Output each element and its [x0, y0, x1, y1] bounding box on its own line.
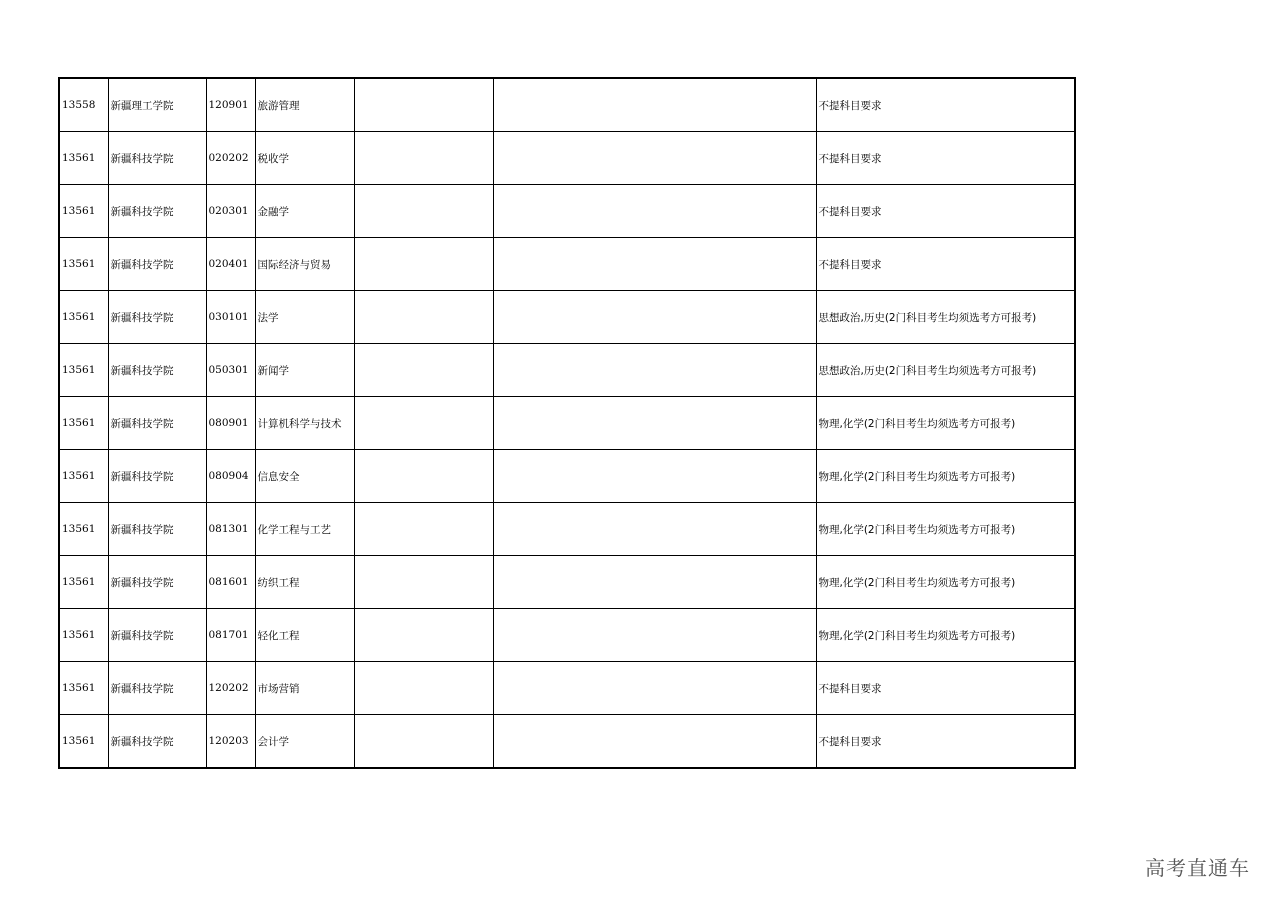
empty-cell [354, 662, 493, 715]
school-code-cell: 13558 [59, 78, 108, 132]
table-row [59, 78, 1075, 132]
table-row [59, 662, 1075, 715]
table-row [59, 503, 1075, 556]
school-code-cell: 13561 [59, 185, 108, 238]
major-name-cell: 税收学 [255, 132, 354, 185]
empty-cell [354, 503, 493, 556]
table-row [59, 132, 1075, 185]
major-code-cell: 020301 [206, 185, 255, 238]
school-name-cell: 新疆科技学院 [108, 556, 206, 609]
subject-requirement-cell: 思想政治,历史(2门科目考生均须选考方可报考) [816, 291, 1075, 344]
empty-cell [493, 132, 816, 185]
major-name-cell: 计算机科学与技术 [255, 397, 354, 450]
table-row [59, 344, 1075, 397]
school-code-cell: 13561 [59, 503, 108, 556]
empty-cell [493, 556, 816, 609]
empty-cell [493, 397, 816, 450]
empty-cell [493, 662, 816, 715]
table-row [59, 397, 1075, 450]
major-code-cell: 120202 [206, 662, 255, 715]
empty-cell [354, 344, 493, 397]
subject-requirement-cell: 物理,化学(2门科目考生均须选考方可报考) [816, 397, 1075, 450]
empty-cell [493, 450, 816, 503]
school-name-cell: 新疆科技学院 [108, 503, 206, 556]
empty-cell [354, 556, 493, 609]
major-code-cell: 081601 [206, 556, 255, 609]
subject-requirement-cell: 不提科目要求 [816, 132, 1075, 185]
subject-requirement-cell: 思想政治,历史(2门科目考生均须选考方可报考) [816, 344, 1075, 397]
subject-requirement-cell: 物理,化学(2门科目考生均须选考方可报考) [816, 609, 1075, 662]
table-row [59, 609, 1075, 662]
school-code-cell: 13561 [59, 291, 108, 344]
major-name-cell: 国际经济与贸易 [255, 238, 354, 291]
empty-cell [493, 291, 816, 344]
subject-requirement-cell: 物理,化学(2门科目考生均须选考方可报考) [816, 503, 1075, 556]
school-code-cell: 13561 [59, 662, 108, 715]
school-name-cell: 新疆科技学院 [108, 185, 206, 238]
school-name-cell: 新疆科技学院 [108, 344, 206, 397]
school-name-cell: 新疆科技学院 [108, 715, 206, 769]
major-code-cell: 080904 [206, 450, 255, 503]
major-code-cell: 020202 [206, 132, 255, 185]
major-name-cell: 法学 [255, 291, 354, 344]
table-row [59, 238, 1075, 291]
school-name-cell: 新疆理工学院 [108, 78, 206, 132]
major-code-cell: 080901 [206, 397, 255, 450]
subject-requirement-cell: 物理,化学(2门科目考生均须选考方可报考) [816, 450, 1075, 503]
empty-cell [354, 185, 493, 238]
empty-cell [354, 132, 493, 185]
empty-cell [493, 609, 816, 662]
major-code-cell: 081701 [206, 609, 255, 662]
school-code-cell: 13561 [59, 238, 108, 291]
subject-requirements-table [58, 77, 1076, 769]
school-name-cell: 新疆科技学院 [108, 132, 206, 185]
table-body [59, 78, 1075, 768]
empty-cell [493, 185, 816, 238]
watermark: 高考直通车 [1145, 856, 1250, 880]
school-name-cell: 新疆科技学院 [108, 238, 206, 291]
school-code-cell: 13561 [59, 609, 108, 662]
school-code-cell: 13561 [59, 715, 108, 769]
empty-cell [493, 503, 816, 556]
empty-cell [493, 715, 816, 769]
table-row [59, 556, 1075, 609]
empty-cell [493, 344, 816, 397]
major-name-cell: 金融学 [255, 185, 354, 238]
empty-cell [493, 78, 816, 132]
major-name-cell: 轻化工程 [255, 609, 354, 662]
major-name-cell: 信息安全 [255, 450, 354, 503]
school-code-cell: 13561 [59, 132, 108, 185]
school-name-cell: 新疆科技学院 [108, 609, 206, 662]
subject-requirement-cell: 不提科目要求 [816, 662, 1075, 715]
major-name-cell: 会计学 [255, 715, 354, 769]
table-row [59, 291, 1075, 344]
major-name-cell: 旅游管理 [255, 78, 354, 132]
subject-requirement-cell: 不提科目要求 [816, 78, 1075, 132]
empty-cell [354, 78, 493, 132]
empty-cell [354, 609, 493, 662]
major-code-cell: 120901 [206, 78, 255, 132]
school-name-cell: 新疆科技学院 [108, 662, 206, 715]
empty-cell [354, 291, 493, 344]
major-code-cell: 081301 [206, 503, 255, 556]
empty-cell [354, 397, 493, 450]
school-name-cell: 新疆科技学院 [108, 450, 206, 503]
major-name-cell: 市场营销 [255, 662, 354, 715]
table-row [59, 185, 1075, 238]
school-name-cell: 新疆科技学院 [108, 291, 206, 344]
empty-cell [354, 450, 493, 503]
empty-cell [354, 715, 493, 769]
subject-requirement-cell: 不提科目要求 [816, 238, 1075, 291]
table-row [59, 450, 1075, 503]
subject-requirement-cell: 不提科目要求 [816, 715, 1075, 769]
subject-requirement-cell: 不提科目要求 [816, 185, 1075, 238]
school-code-cell: 13561 [59, 450, 108, 503]
empty-cell [493, 238, 816, 291]
school-name-cell: 新疆科技学院 [108, 397, 206, 450]
school-code-cell: 13561 [59, 344, 108, 397]
major-code-cell: 120203 [206, 715, 255, 769]
major-code-cell: 020401 [206, 238, 255, 291]
major-code-cell: 030101 [206, 291, 255, 344]
school-code-cell: 13561 [59, 397, 108, 450]
empty-cell [354, 238, 493, 291]
major-code-cell: 050301 [206, 344, 255, 397]
major-name-cell: 化学工程与工艺 [255, 503, 354, 556]
subject-requirement-cell: 物理,化学(2门科目考生均须选考方可报考) [816, 556, 1075, 609]
major-name-cell: 纺织工程 [255, 556, 354, 609]
table-row [59, 715, 1075, 769]
major-name-cell: 新闻学 [255, 344, 354, 397]
school-code-cell: 13561 [59, 556, 108, 609]
